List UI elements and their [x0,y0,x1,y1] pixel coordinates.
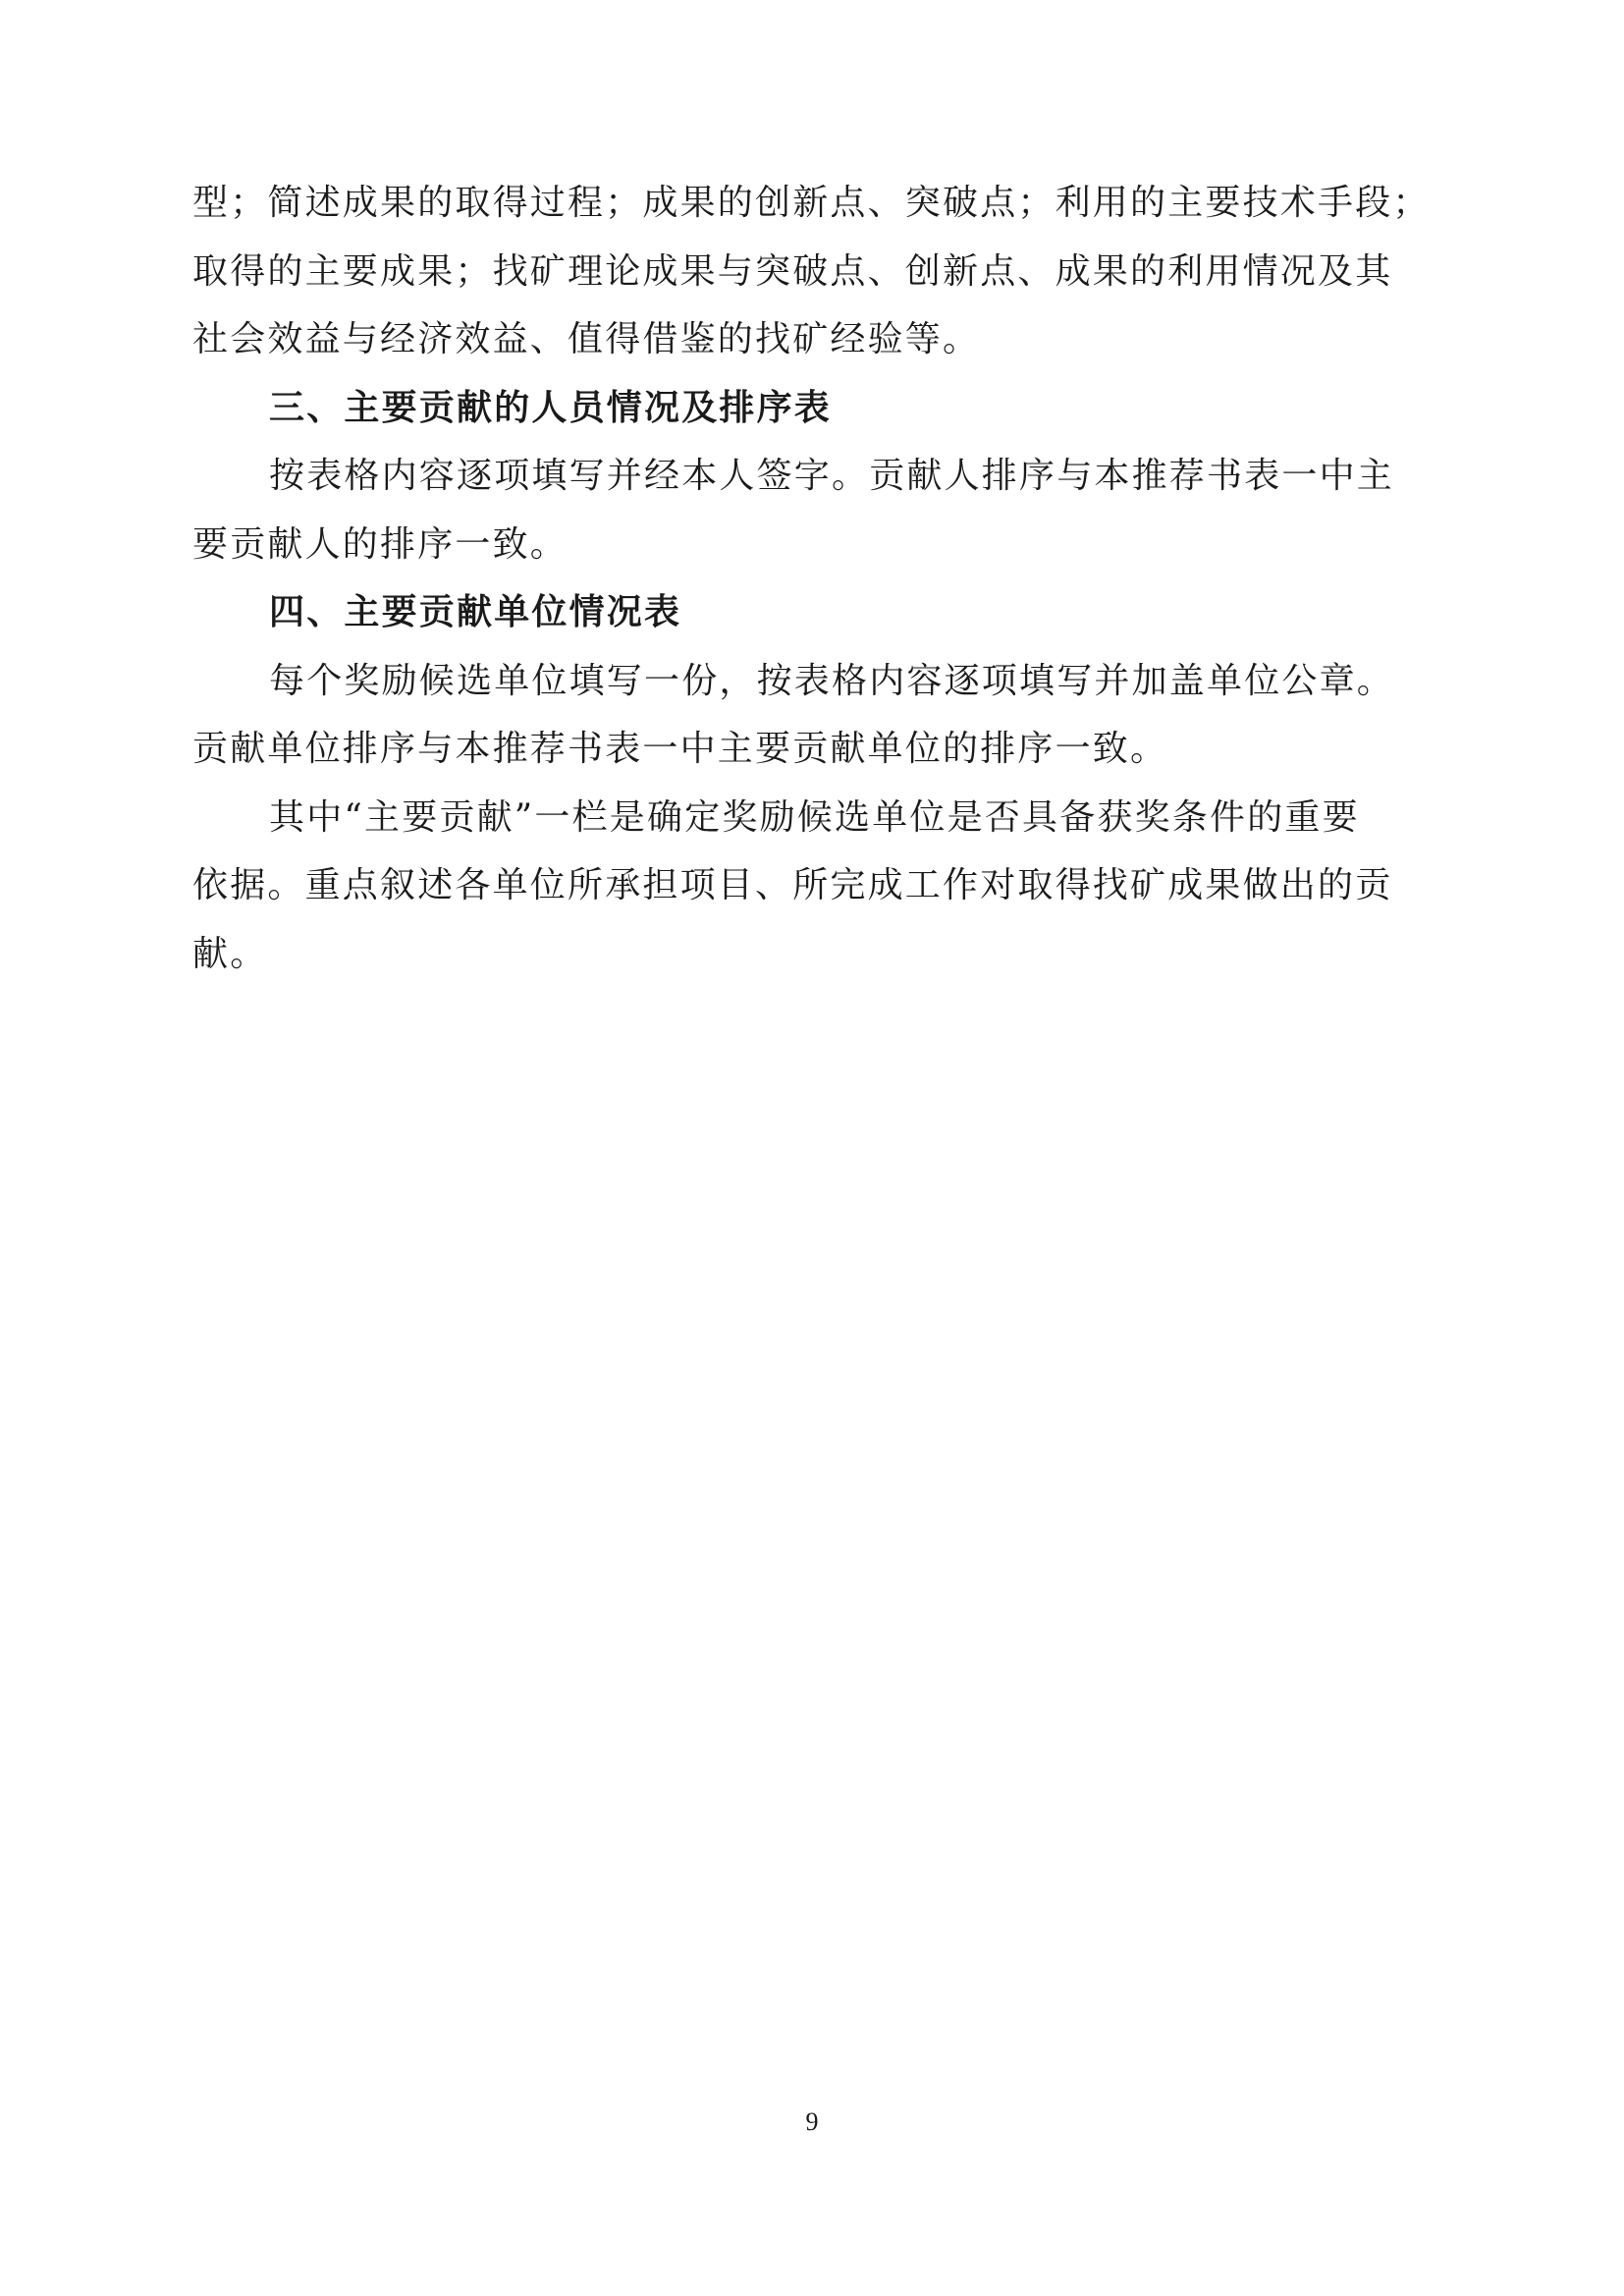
section-heading: 三、主要贡献的人员情况及排序表 [269,386,833,428]
body-line: 要贡献人的排序一致。 [192,523,568,565]
body-line: 每个奖励候选单位填写一份，按表格内容逐项填写并加盖单位公章。 [269,660,1395,701]
body-line: 社会效益与经济效益、值得借鉴的找矿经验等。 [192,319,981,359]
body-line: 依据。重点叙述各单位所承担项目、所完成工作对取得找矿成果做出的贡 [192,865,1393,905]
section-heading: 四、主要贡献单位情况表 [269,591,682,632]
body-line: 型；简述成果的取得过程；成果的创新点、突破点；利用的主要技术手段； [192,183,1431,223]
body-line: 其中“主要贡献”一栏是确定奖励候选单位是否具备获奖条件的重要 [269,796,1360,838]
document-body [192,169,1431,988]
page-number: 9 [805,2107,819,2136]
body-line: 献。 [192,933,268,974]
body-line: 按表格内容逐项填写并经本人签字。贡献人排序与本推荐书表一中主 [269,456,1395,496]
body-line: 取得的主要成果；找矿理论成果与突破点、创新点、成果的利用情况及其 [192,250,1393,292]
body-line: 贡献单位排序与本推荐书表一中主要贡献单位的排序一致。 [192,729,1168,769]
